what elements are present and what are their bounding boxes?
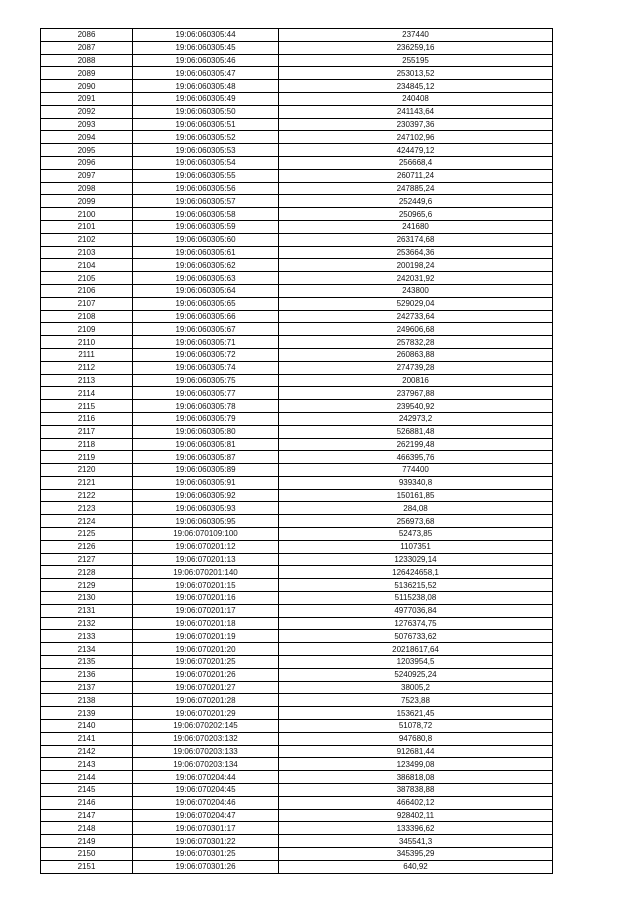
cadastral-number-cell: 19:06:060305:75 (133, 374, 279, 387)
cadastral-number-cell: 19:06:060305:80 (133, 425, 279, 438)
cadastral-number-cell: 19:06:060305:47 (133, 67, 279, 80)
cadastral-number-cell: 19:06:060305:95 (133, 515, 279, 528)
value-cell: 153621,45 (279, 707, 553, 720)
value-cell: 240408 (279, 92, 553, 105)
value-cell: 250965,6 (279, 208, 553, 221)
cadastral-value-table (40, 28, 553, 874)
table-row (41, 745, 553, 758)
table-row (41, 131, 553, 144)
cadastral-number-cell: 19:06:070202:145 (133, 720, 279, 733)
cadastral-number-cell: 19:06:070301:22 (133, 835, 279, 848)
cadastral-number-cell: 19:06:060305:54 (133, 156, 279, 169)
value-cell: 345395,29 (279, 848, 553, 861)
value-cell: 239540,92 (279, 400, 553, 413)
table-row (41, 796, 553, 809)
cadastral-number-cell: 19:06:070201:15 (133, 579, 279, 592)
row-number-cell: 2117 (41, 425, 133, 438)
table-row (41, 502, 553, 515)
cadastral-number-cell: 19:06:070203:134 (133, 758, 279, 771)
row-number-cell: 2142 (41, 745, 133, 758)
table-row (41, 169, 553, 182)
value-cell: 4977036,84 (279, 604, 553, 617)
row-number-cell: 2103 (41, 246, 133, 259)
value-cell: 1107351 (279, 540, 553, 553)
row-number-cell: 2134 (41, 643, 133, 656)
value-cell: 7523,88 (279, 694, 553, 707)
value-cell: 284,08 (279, 502, 553, 515)
cadastral-number-cell: 19:06:070204:46 (133, 796, 279, 809)
cadastral-number-cell: 19:06:060305:50 (133, 105, 279, 118)
row-number-cell: 2102 (41, 233, 133, 246)
row-number-cell: 2096 (41, 156, 133, 169)
cadastral-number-cell: 19:06:060305:48 (133, 80, 279, 93)
value-cell: 38005,2 (279, 681, 553, 694)
row-number-cell: 2121 (41, 476, 133, 489)
row-number-cell: 2104 (41, 259, 133, 272)
row-number-cell: 2147 (41, 809, 133, 822)
row-number-cell: 2141 (41, 732, 133, 745)
value-cell: 241143,64 (279, 105, 553, 118)
row-number-cell: 2109 (41, 323, 133, 336)
table-row (41, 400, 553, 413)
table-row (41, 272, 553, 285)
cadastral-number-cell: 19:06:060305:77 (133, 387, 279, 400)
table-row (41, 476, 553, 489)
table-row (41, 528, 553, 541)
cadastral-number-cell: 19:06:060305:59 (133, 220, 279, 233)
table-row (41, 848, 553, 861)
value-cell: 5136215,52 (279, 579, 553, 592)
table-row (41, 182, 553, 195)
row-number-cell: 2112 (41, 361, 133, 374)
table-row (41, 604, 553, 617)
table-row (41, 246, 553, 259)
table-row (41, 656, 553, 669)
table-row (41, 195, 553, 208)
row-number-cell: 2123 (41, 502, 133, 515)
row-number-cell: 2106 (41, 284, 133, 297)
row-number-cell: 2108 (41, 310, 133, 323)
value-cell: 252449,6 (279, 195, 553, 208)
value-cell: 466402,12 (279, 796, 553, 809)
cadastral-number-cell: 19:06:060305:49 (133, 92, 279, 105)
cadastral-number-cell: 19:06:060305:63 (133, 272, 279, 285)
value-cell: 912681,44 (279, 745, 553, 758)
value-cell: 386818,08 (279, 771, 553, 784)
row-number-cell: 2101 (41, 220, 133, 233)
value-cell: 1203954,5 (279, 656, 553, 669)
cadastral-number-cell: 19:06:060305:57 (133, 195, 279, 208)
cadastral-number-cell: 19:06:060305:67 (133, 323, 279, 336)
value-cell: 5115238,08 (279, 592, 553, 605)
row-number-cell: 2124 (41, 515, 133, 528)
cadastral-number-cell: 19:06:070109:100 (133, 528, 279, 541)
row-number-cell: 2149 (41, 835, 133, 848)
row-number-cell: 2139 (41, 707, 133, 720)
value-cell: 126424658,1 (279, 566, 553, 579)
row-number-cell: 2137 (41, 681, 133, 694)
table-row (41, 540, 553, 553)
value-cell: 253664,36 (279, 246, 553, 259)
cadastral-number-cell: 19:06:060305:91 (133, 476, 279, 489)
row-number-cell: 2093 (41, 118, 133, 131)
cadastral-number-cell: 19:06:060305:92 (133, 489, 279, 502)
row-number-cell: 2113 (41, 374, 133, 387)
table-row (41, 284, 553, 297)
row-number-cell: 2129 (41, 579, 133, 592)
row-number-cell: 2135 (41, 656, 133, 669)
row-number-cell: 2090 (41, 80, 133, 93)
row-number-cell: 2111 (41, 348, 133, 361)
table-row (41, 694, 553, 707)
value-cell: 774400 (279, 464, 553, 477)
table-row (41, 105, 553, 118)
table-row (41, 348, 553, 361)
table-row (41, 156, 553, 169)
row-number-cell: 2092 (41, 105, 133, 118)
table-row (41, 553, 553, 566)
table-row (41, 425, 553, 438)
row-number-cell: 2125 (41, 528, 133, 541)
table-row (41, 771, 553, 784)
cadastral-number-cell: 19:06:070201:13 (133, 553, 279, 566)
row-number-cell: 2151 (41, 860, 133, 873)
table-row (41, 67, 553, 80)
value-cell: 200198,24 (279, 259, 553, 272)
table-row (41, 489, 553, 502)
table-row (41, 41, 553, 54)
table-row (41, 668, 553, 681)
table-row (41, 310, 553, 323)
value-cell: 249606,68 (279, 323, 553, 336)
value-cell: 133396,62 (279, 822, 553, 835)
row-number-cell: 2127 (41, 553, 133, 566)
row-number-cell: 2131 (41, 604, 133, 617)
cadastral-number-cell: 19:06:060305:93 (133, 502, 279, 515)
value-cell: 230397,36 (279, 118, 553, 131)
table-row (41, 323, 553, 336)
table-row (41, 758, 553, 771)
table-row (41, 515, 553, 528)
cadastral-number-cell: 19:06:060305:72 (133, 348, 279, 361)
table-row (41, 29, 553, 42)
cadastral-number-cell: 19:06:070204:44 (133, 771, 279, 784)
cadastral-number-cell: 19:06:070201:12 (133, 540, 279, 553)
row-number-cell: 2095 (41, 144, 133, 157)
row-number-cell: 2130 (41, 592, 133, 605)
table-row (41, 617, 553, 630)
cadastral-number-cell: 19:06:060305:79 (133, 412, 279, 425)
cadastral-number-cell: 19:06:070201:18 (133, 617, 279, 630)
row-number-cell: 2097 (41, 169, 133, 182)
cadastral-number-cell: 19:06:060305:51 (133, 118, 279, 131)
value-cell: 234845,12 (279, 80, 553, 93)
value-cell: 5076733,62 (279, 630, 553, 643)
cadastral-number-cell: 19:06:060305:89 (133, 464, 279, 477)
cadastral-number-cell: 19:06:070301:17 (133, 822, 279, 835)
cadastral-number-cell: 19:06:070204:45 (133, 784, 279, 797)
cadastral-number-cell: 19:06:070201:28 (133, 694, 279, 707)
value-cell: 387838,88 (279, 784, 553, 797)
value-cell: 236259,16 (279, 41, 553, 54)
cadastral-number-cell: 19:06:070204:47 (133, 809, 279, 822)
table-row (41, 387, 553, 400)
cadastral-number-cell: 19:06:060305:52 (133, 131, 279, 144)
table-row (41, 860, 553, 873)
table-row (41, 259, 553, 272)
cadastral-number-cell: 19:06:070203:132 (133, 732, 279, 745)
row-number-cell: 2145 (41, 784, 133, 797)
cadastral-number-cell: 19:06:070201:29 (133, 707, 279, 720)
table-row (41, 643, 553, 656)
table-row (41, 80, 553, 93)
row-number-cell: 2143 (41, 758, 133, 771)
row-number-cell: 2122 (41, 489, 133, 502)
table-row (41, 220, 553, 233)
table-row (41, 92, 553, 105)
cadastral-number-cell: 19:06:060305:62 (133, 259, 279, 272)
row-number-cell: 2094 (41, 131, 133, 144)
table-row (41, 144, 553, 157)
value-cell: 200816 (279, 374, 553, 387)
cadastral-number-cell: 19:06:070201:140 (133, 566, 279, 579)
value-cell: 928402,11 (279, 809, 553, 822)
row-number-cell: 2107 (41, 297, 133, 310)
table-row (41, 566, 553, 579)
value-cell: 260863,88 (279, 348, 553, 361)
cadastral-number-cell: 19:06:070301:26 (133, 860, 279, 873)
row-number-cell: 2105 (41, 272, 133, 285)
row-number-cell: 2148 (41, 822, 133, 835)
value-cell: 274739,28 (279, 361, 553, 374)
cadastral-number-cell: 19:06:070301:25 (133, 848, 279, 861)
value-cell: 51078,72 (279, 720, 553, 733)
cadastral-number-cell: 19:06:060305:45 (133, 41, 279, 54)
table-row (41, 784, 553, 797)
value-cell: 242733,64 (279, 310, 553, 323)
cadastral-number-cell: 19:06:060305:78 (133, 400, 279, 413)
cadastral-number-cell: 19:06:070201:25 (133, 656, 279, 669)
value-cell: 262199,48 (279, 438, 553, 451)
table-row (41, 809, 553, 822)
row-number-cell: 2091 (41, 92, 133, 105)
value-cell: 255195 (279, 54, 553, 67)
table-row (41, 412, 553, 425)
cadastral-number-cell: 19:06:060305:46 (133, 54, 279, 67)
cadastral-number-cell: 19:06:060305:58 (133, 208, 279, 221)
cadastral-number-cell: 19:06:060305:74 (133, 361, 279, 374)
value-cell: 237967,88 (279, 387, 553, 400)
table-row (41, 835, 553, 848)
cadastral-number-cell: 19:06:060305:65 (133, 297, 279, 310)
cadastral-number-cell: 19:06:070201:27 (133, 681, 279, 694)
row-number-cell: 2089 (41, 67, 133, 80)
table-body (41, 29, 553, 874)
value-cell: 526881,48 (279, 425, 553, 438)
row-number-cell: 2098 (41, 182, 133, 195)
row-number-cell: 2114 (41, 387, 133, 400)
table-row (41, 681, 553, 694)
table-row (41, 720, 553, 733)
value-cell: 237440 (279, 29, 553, 42)
value-cell: 253013,52 (279, 67, 553, 80)
row-number-cell: 2150 (41, 848, 133, 861)
value-cell: 123499,08 (279, 758, 553, 771)
value-cell: 242973,2 (279, 412, 553, 425)
value-cell: 243800 (279, 284, 553, 297)
cadastral-number-cell: 19:06:060305:44 (133, 29, 279, 42)
row-number-cell: 2144 (41, 771, 133, 784)
value-cell: 256973,68 (279, 515, 553, 528)
value-cell: 1233029,14 (279, 553, 553, 566)
table-row (41, 297, 553, 310)
table-row (41, 361, 553, 374)
value-cell: 1276374,75 (279, 617, 553, 630)
table-row (41, 732, 553, 745)
cadastral-number-cell: 19:06:070201:16 (133, 592, 279, 605)
row-number-cell: 2087 (41, 41, 133, 54)
table-row (41, 208, 553, 221)
cadastral-number-cell: 19:06:060305:55 (133, 169, 279, 182)
value-cell: 256668,4 (279, 156, 553, 169)
table-row (41, 592, 553, 605)
row-number-cell: 2140 (41, 720, 133, 733)
value-cell: 263174,68 (279, 233, 553, 246)
table-row (41, 630, 553, 643)
cadastral-number-cell: 19:06:060305:60 (133, 233, 279, 246)
table-row (41, 464, 553, 477)
row-number-cell: 2146 (41, 796, 133, 809)
cadastral-number-cell: 19:06:060305:71 (133, 336, 279, 349)
value-cell: 247885,24 (279, 182, 553, 195)
row-number-cell: 2126 (41, 540, 133, 553)
cadastral-number-cell: 19:06:060305:81 (133, 438, 279, 451)
value-cell: 257832,28 (279, 336, 553, 349)
row-number-cell: 2132 (41, 617, 133, 630)
cadastral-number-cell: 19:06:060305:87 (133, 451, 279, 464)
row-number-cell: 2086 (41, 29, 133, 42)
value-cell: 52473,85 (279, 528, 553, 541)
row-number-cell: 2088 (41, 54, 133, 67)
value-cell: 20218617,64 (279, 643, 553, 656)
cadastral-number-cell: 19:06:060305:61 (133, 246, 279, 259)
value-cell: 424479,12 (279, 144, 553, 157)
table-row (41, 822, 553, 835)
value-cell: 5240925,24 (279, 668, 553, 681)
cadastral-number-cell: 19:06:060305:53 (133, 144, 279, 157)
table-row (41, 118, 553, 131)
value-cell: 640,92 (279, 860, 553, 873)
value-cell: 529029,04 (279, 297, 553, 310)
row-number-cell: 2138 (41, 694, 133, 707)
value-cell: 345541,3 (279, 835, 553, 848)
value-cell: 939340,8 (279, 476, 553, 489)
table-row (41, 438, 553, 451)
row-number-cell: 2119 (41, 451, 133, 464)
value-cell: 247102,96 (279, 131, 553, 144)
table-row (41, 233, 553, 246)
row-number-cell: 2136 (41, 668, 133, 681)
cadastral-number-cell: 19:06:070201:20 (133, 643, 279, 656)
cadastral-number-cell: 19:06:070201:26 (133, 668, 279, 681)
table-row (41, 451, 553, 464)
cadastral-number-cell: 19:06:060305:66 (133, 310, 279, 323)
cadastral-number-cell: 19:06:070201:17 (133, 604, 279, 617)
cadastral-number-cell: 19:06:060305:64 (133, 284, 279, 297)
row-number-cell: 2116 (41, 412, 133, 425)
value-cell: 947680,8 (279, 732, 553, 745)
value-cell: 242031,92 (279, 272, 553, 285)
value-cell: 241680 (279, 220, 553, 233)
row-number-cell: 2099 (41, 195, 133, 208)
row-number-cell: 2118 (41, 438, 133, 451)
table-row (41, 707, 553, 720)
cadastral-number-cell: 19:06:070201:19 (133, 630, 279, 643)
table-row (41, 336, 553, 349)
row-number-cell: 2100 (41, 208, 133, 221)
value-cell: 260711,24 (279, 169, 553, 182)
row-number-cell: 2110 (41, 336, 133, 349)
value-cell: 150161,85 (279, 489, 553, 502)
cadastral-number-cell: 19:06:060305:56 (133, 182, 279, 195)
table-row (41, 579, 553, 592)
row-number-cell: 2115 (41, 400, 133, 413)
row-number-cell: 2133 (41, 630, 133, 643)
row-number-cell: 2128 (41, 566, 133, 579)
table-row (41, 374, 553, 387)
value-cell: 466395,76 (279, 451, 553, 464)
cadastral-number-cell: 19:06:070203:133 (133, 745, 279, 758)
row-number-cell: 2120 (41, 464, 133, 477)
table-row (41, 54, 553, 67)
